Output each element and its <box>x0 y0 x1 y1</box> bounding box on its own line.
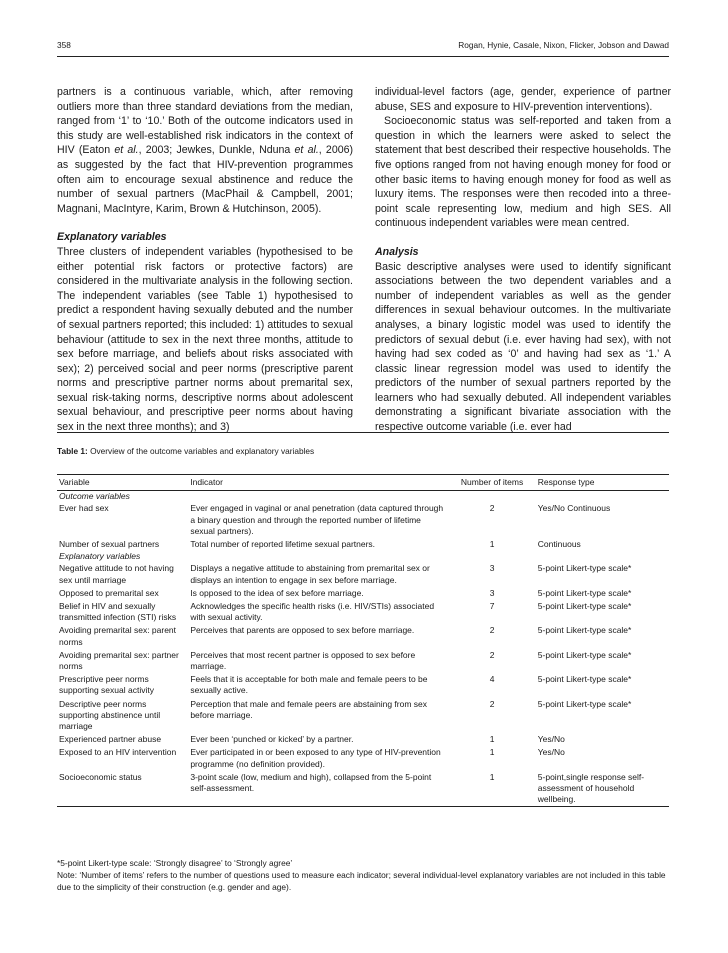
cell-variable: Socioeconomic status <box>59 771 142 782</box>
cell-response-type: 5-point Likert-type scale* <box>537 601 632 612</box>
cell-indicator: Displays a negative attitude to abstaining from premarital sex or displays an intention to engage in sex before marriage. <box>190 563 430 585</box>
cell-number-of-items: 4 <box>489 674 495 685</box>
cell-response-type: Yes/No <box>537 734 565 745</box>
table-caption <box>57 446 314 456</box>
cell-indicator: Ever participated in or been exposed to any type of HIV-prevention programme (no definition provided). <box>190 747 441 769</box>
items-note: Note: ‘Number of items’ refers to the number of questions used to measure each indicator; several individual-level explanatory variables are not included in this table due to the simplicity of their construction (e.g. gender and age). <box>57 870 666 892</box>
left-paragraph-1: partners is a continuous variable, which, after removing outliers more than three standard deviations from the median, ranged from ‘1’ to ‘10.’ Both of the outcome indicators used in this study are well-established risk indicators in the context of HIV (Eaton et al., 2003; Jewkes, Dunkle, Nduna et al., 2006) as suggested by the fact that HIV-prevention programmes often aim to encourage sexual abstinence and reduce the number of sexual partners (MacPhail & Campbell, 2001; Magnani, MacIntyre, Karim, Brown & Hutchinson, 2005). <box>57 86 354 215</box>
header-rule <box>57 56 669 57</box>
table-row <box>57 698 669 734</box>
section-label: Explanatory variables <box>59 551 141 562</box>
table-notes <box>57 857 669 893</box>
right-paragraph-1: individual-level factors (age, gender, experience of partner abuse, SES and exposure to HIV-prevention interventions). <box>375 86 671 113</box>
header-indicator: Indicator <box>190 477 223 487</box>
cell-variable: Number of sexual partners <box>59 539 160 550</box>
cell-response-type: 5-point,single response self-assessment of household wellbeing. <box>537 771 645 805</box>
table-row <box>57 649 669 673</box>
subheading-analysis: Analysis <box>375 245 419 258</box>
cell-response-type: Continuous <box>537 539 581 550</box>
table-section-row <box>57 491 669 503</box>
cell-indicator: Is opposed to the idea of sex before marriage. <box>190 587 364 598</box>
table-row <box>57 624 669 648</box>
cell-number-of-items: 3 <box>489 587 495 598</box>
cell-variable: Prescriptive peer norms supporting sexual activity <box>59 674 154 696</box>
right-paragraph-2: Socioeconomic status was self-reported and taken from a question in which the learners were asked to select the statement that best described their respective households. The five options ranged from not having enough money for food or other basic items to having enough money for food as well as luxury items. The responses were then recoded into a three-point scale representing low, medium and high SES. All continuous independent variables were mean centred. <box>375 115 671 230</box>
table-row <box>57 673 669 697</box>
header-response-type: Response type <box>537 477 595 487</box>
section-rule <box>57 432 669 433</box>
cell-response-type: Yes/No <box>537 747 565 758</box>
cell-response-type: 5-point Likert-type scale* <box>537 625 632 636</box>
cell-indicator: Ever been ‘punched or kicked’ by a partner. <box>190 734 354 745</box>
left-paragraph-2: Three clusters of independent variables (hypothesised to be either potential risk factors or protective factors) are considered in the multivariate analysis in the following section. The independent variables (see Table 1) hypothesised to predict a respondent having sexually debuted and the number of sexual partners reported; this included: 1) attitudes to sexual behaviour (attitude to sex in the next three months, attitude to sex before marriage, and beliefs about risks associated with sex); 2) perceived social and peer norms (prescriptive parent norms and prescriptive partner norms about premarital sex, sexual risk-taking norms, descriptive norms about adolescent sexual behaviour, and prescriptive peer norms about having sex in the next three months); and 3) <box>57 245 353 434</box>
cell-variable: Negative attitude to not having sex until marriage <box>59 563 174 585</box>
cell-number-of-items: 1 <box>489 539 495 550</box>
table-caption-label: Table 1: <box>57 446 88 456</box>
cell-variable: Exposed to an HIV intervention <box>59 747 177 758</box>
table-row <box>57 538 669 551</box>
cell-variable: Opposed to premarital sex <box>59 587 159 598</box>
cell-number-of-items: 2 <box>489 625 495 636</box>
cell-indicator: 3-point scale (low, medium and high), collapsed from the 5-point self-assessment. <box>190 771 432 794</box>
cell-response-type: 5-point Likert-type scale* <box>537 698 632 709</box>
cell-number-of-items: 1 <box>489 734 495 745</box>
cell-indicator: Perception that male and female peers are abstaining from sex before marriage. <box>190 698 428 720</box>
cell-variable: Avoiding premarital sex: parent norms <box>59 625 177 647</box>
table-caption-text: Overview of the outcome variables and explanatory variables <box>90 446 315 456</box>
table-section-row <box>57 551 669 562</box>
table-row <box>57 600 669 624</box>
cell-variable: Descriptive peer norms supporting abstinence until marriage <box>59 698 161 732</box>
header-variable: Variable <box>59 477 90 487</box>
header-number-of-items: Number of items <box>460 477 524 487</box>
table-row <box>57 771 669 807</box>
cell-variable: Avoiding premarital sex: partner norms <box>59 649 179 672</box>
cell-number-of-items: 3 <box>489 563 495 574</box>
cell-variable: Ever had sex <box>59 503 109 514</box>
cell-variable: Experienced partner abuse <box>59 734 162 745</box>
cell-response-type: 5-point Likert-type scale* <box>537 674 632 685</box>
running-authors: Rogan, Hynie, Casale, Nixon, Flicker, Jobson and Dawad <box>458 40 669 50</box>
table-row <box>57 733 669 746</box>
table-row <box>57 502 669 538</box>
right-paragraph-3: Basic descriptive analyses were used to identify significant associations between the two dependent variables and a number of independent variables as well as the gender differences in sexual behaviour outcomes. In the multivariate analyses, a binary logistic model was used to identify the predictors of sexual debut (i.e. ever having had sex), with not having had sex coded as ‘0’ and having had sex as ‘1.’ A classic linear regression model was used to identify the predictors of the number of sexual partners reported by the learners who had sexually debuted. All independent variables demonstrating a significant bivariate association with the respective outcome variable (i.e. ever had <box>375 260 671 434</box>
subheading-explanatory-variables: Explanatory variables <box>57 231 167 244</box>
cell-number-of-items: 1 <box>489 771 495 782</box>
right-column <box>375 85 671 435</box>
page-number: 358 <box>57 40 71 50</box>
cell-indicator: Feels that it is acceptable for both male and female peers to be sexually active. <box>190 674 428 696</box>
table-header-row <box>57 475 669 491</box>
table-row <box>57 587 669 600</box>
running-header <box>57 40 669 54</box>
cell-response-type: Yes/No Continuous <box>537 503 611 514</box>
cell-response-type: 5-point Likert-type scale* <box>537 587 632 598</box>
cell-indicator: Total number of reported lifetime sexual partners. <box>190 539 376 550</box>
cell-response-type: 5-point Likert-type scale* <box>537 563 632 574</box>
cell-indicator: Perceives that most recent partner is opposed to sex before marriage. <box>190 649 416 672</box>
cell-indicator: Ever engaged in vaginal or anal penetration (data captured through a binary question and through the reported number of lifetime sexual partners). <box>190 503 444 536</box>
table-row <box>57 746 669 770</box>
likert-note: *5-point Likert-type scale: ‘Strongly disagree’ to ‘Strongly agree’ <box>57 858 293 868</box>
cell-number-of-items: 2 <box>489 698 495 709</box>
cell-variable: Belief in HIV and sexually transmitted infection (STI) risks <box>59 601 177 623</box>
cell-number-of-items: 2 <box>489 649 495 660</box>
table-body <box>57 491 669 807</box>
left-column <box>57 85 353 435</box>
cell-number-of-items: 7 <box>489 601 495 612</box>
table-row <box>57 562 669 586</box>
cell-response-type: 5-point Likert-type scale* <box>537 649 632 660</box>
cell-indicator: Perceives that parents are opposed to sex before marriage. <box>190 625 415 636</box>
section-label: Outcome variables <box>59 491 130 502</box>
cell-number-of-items: 2 <box>489 503 495 514</box>
cell-number-of-items: 1 <box>489 747 495 758</box>
variables-table <box>57 474 669 807</box>
cell-indicator: Acknowledges the specific health risks (i.e. HIV/STIs) associated with sexual activity. <box>190 601 435 623</box>
